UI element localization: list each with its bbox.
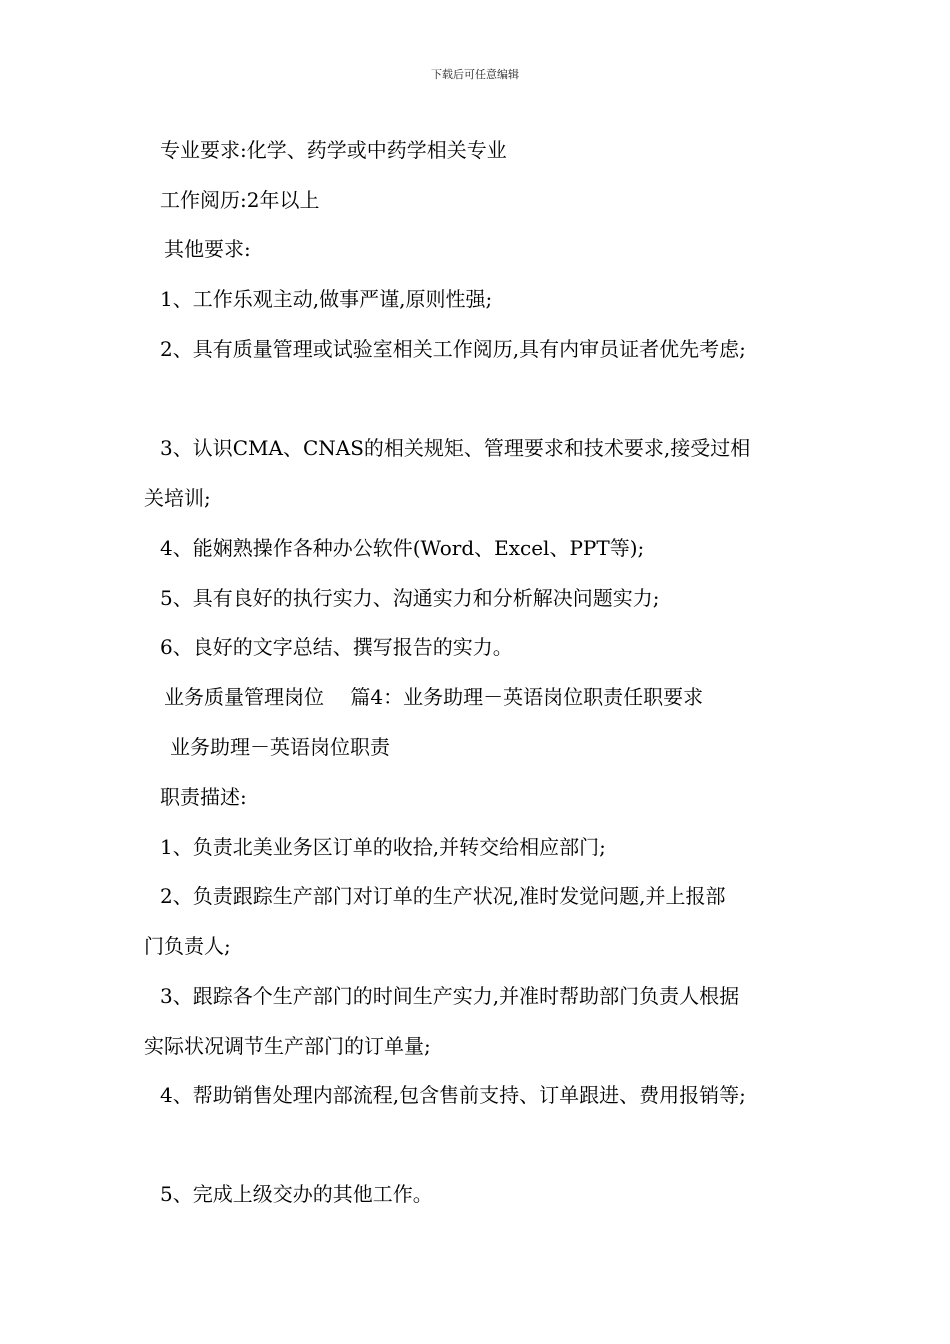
text-line: 门负责人; [144, 934, 231, 958]
text-line: 2、负责跟踪生产部门对订单的生产状况,准时发觉问题,并上报部 [160, 884, 726, 908]
text-line: 工作阅历:2年以上 [160, 188, 320, 212]
text-line: 实际状况调节生产部门的订单量; [144, 1034, 431, 1058]
text-line: 4、帮助销售处理内部流程,包含售前支持、订单跟进、费用报销等; [160, 1083, 746, 1107]
text-line: 1、负责北美业务区订单的收拾,并转交给相应部门; [160, 835, 606, 859]
text-line: 其他要求: [164, 237, 251, 261]
page-header-note: 下载后可任意编辑 [431, 68, 519, 81]
text-line: 专业要求:化学、药学或中药学相关专业 [160, 138, 507, 162]
text-line: 3、认识CMA、CNAS的相关规矩、管理要求和技术要求,接受过相 [160, 436, 751, 460]
text-line: 业务助理－英语岗位职责 [170, 735, 390, 759]
text-line: 职责描述: [160, 785, 247, 809]
text-line: 1、工作乐观主动,做事严谨,原则性强; [160, 287, 493, 311]
text-line: 关培训; [144, 486, 211, 510]
text-line: 2、具有质量管理或试验室相关工作阅历,具有内审员证者优先考虑; [160, 337, 746, 361]
text-line: 3、跟踪各个生产部门的时间生产实力,并准时帮助部门负责人根据 [160, 984, 740, 1008]
text-line: 业务质量管理岗位 篇4：业务助理－英语岗位职责任职要求 [164, 685, 704, 709]
text-line: 6、良好的文字总结、撰写报告的实力。 [160, 635, 513, 659]
text-line: 5、完成上级交办的其他工作。 [160, 1182, 433, 1206]
text-line: 4、能娴熟操作各种办公软件(Word、Excel、PPT等); [160, 536, 645, 560]
text-line: 5、具有良好的执行实力、沟通实力和分析解决问题实力; [160, 586, 660, 610]
